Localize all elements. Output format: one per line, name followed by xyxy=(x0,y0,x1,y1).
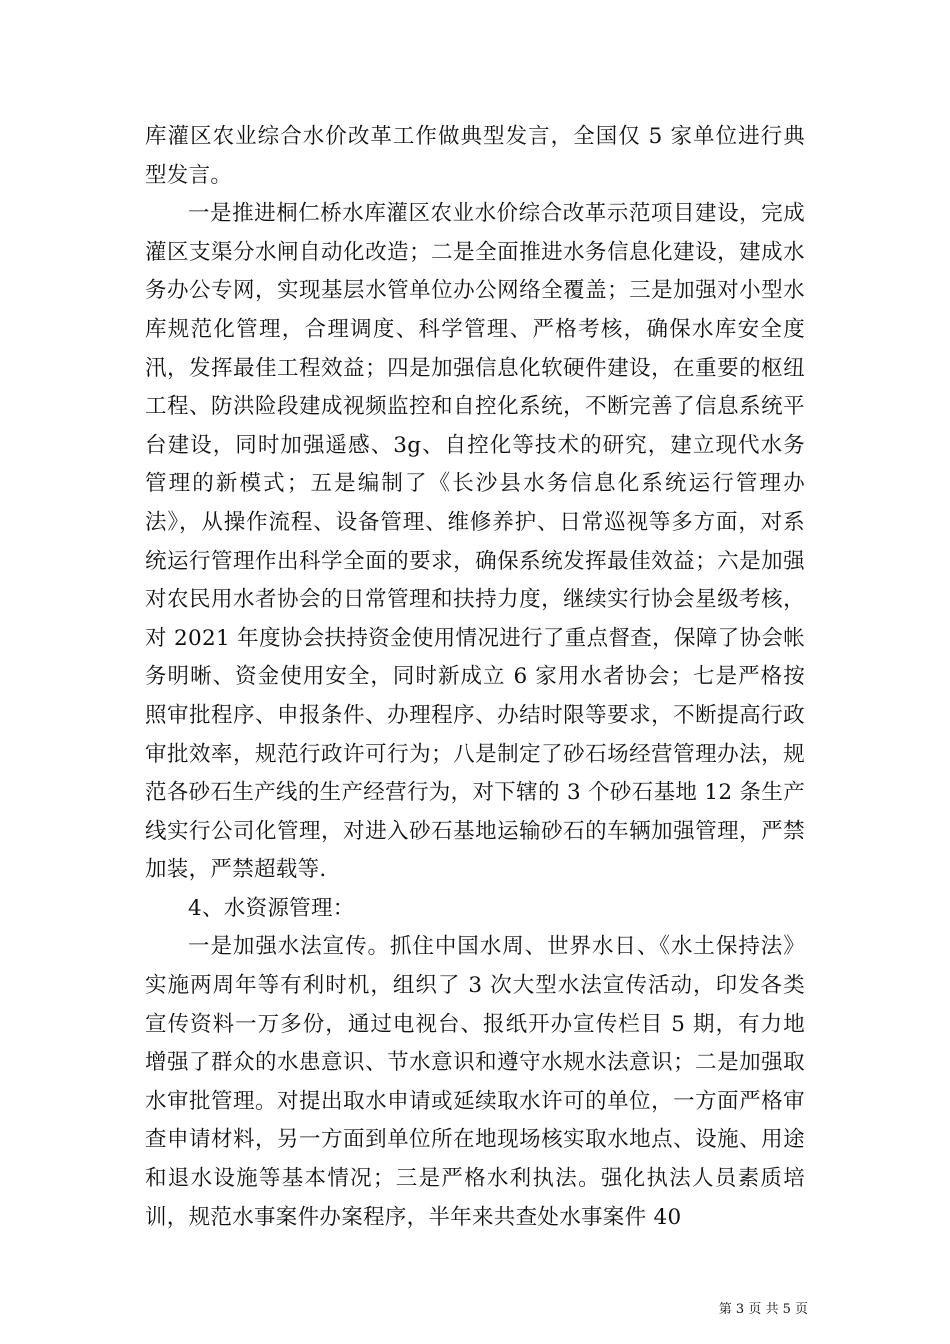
paragraph-water-resources: 一是加强水法宣传。抓住中国水周、世界水日、《水土保持法》实施两周年等有利时机，组织了 3 次大型水法宣传活动，印发各类宣传资料一万多份，通过电视台、报纸开办宣传栏目 5 期，有力地增强了群众的水患意识、节水意识和遵守水规水法意识；二是加强取水审批管理。对提出取水申请或延续取水许可的单位，一方面严格审查申请材料，另一方面到单位所在地现场核实取水地点、设施、用途和退水设施等基本情况；三是严格水利执法。强化执法人员素质培训，规范水事案件办案程序，半年来共查处水事案件 40 xyxy=(145,934,805,1230)
paragraph-continuation: 库灌区农业综合水价改革工作做典型发言，全国仅 5 家单位进行典型发言。 xyxy=(145,124,805,188)
paragraph-measures: 一是推进桐仁桥水库灌区农业水价综合改革示范项目建设，完成灌区支渠分水闸自动化改造；二是全面推进水务信息化建设，建成水务办公专网，实现基层水管单位办公网络全覆盖；三是加强对小型水库规范化管理，合理调度、科学管理、严格考核，确保水库安全度汛，发挥最佳工程效益；四是加强信息化软硬件建设，在重要的枢纽工程、防洪险段建成视频监控和自控化系统，不断完善了信息系统平台建设，同时加强遥感、3g、自控化等技术的研究，建立现代水务管理的新模式；五是编制了《长沙县水务信息化系统运行管理办法》，从操作流程、设备管理、维修养护、日常巡视等多方面，对系统运行管理作出科学全面的要求，确保系统发挥最佳效益；六是加强对农民用水者协会的日常管理和扶持力度，继续实行协会星级考核，对 2021 年度协会扶持资金使用情况进行了重点督查，保障了协会帐务明晰、资金使用安全，同时新成立 6 家用水者协会；七是严格按照审批程序、申报条件、办理程序、办结时限等要求，不断提高行政审批效率，规范行政许可行为；八是制定了砂石场经营管理办法，规范各砂石生产线的生产经营行为，对下辖的 3 个砂石基地 12 条生产线实行公司化管理，对进入砂石基地运输砂石的车辆加强管理，严禁加装，严禁超载等. xyxy=(145,201,805,883)
page-number-footer: 第 3 页 共 5 页 xyxy=(718,1302,808,1317)
body-text xyxy=(145,118,805,1237)
section-heading-water-resources: 4、水资源管理： xyxy=(188,895,355,921)
